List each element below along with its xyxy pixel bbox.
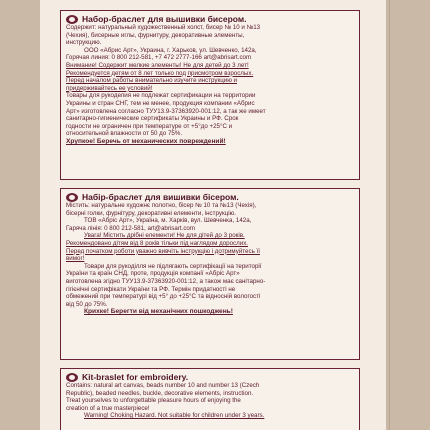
fragile-notice: Хрупкое! Беречь от механических повреждений! [66,137,226,145]
text-line: гігієнічні сертифікати України та РФ. Термін придатності не [66,285,236,293]
warning-line: Перед початком роботи уважно вивчіть інструкцію і дотримуйтесь її [66,247,260,255]
text-line: Содержит: натуральный художественный холст, бисер № 10 и №13 [66,24,261,31]
text-line: бісерні голки, фурнітуру, декоративні елементи, інструкцію. [66,209,236,217]
warning-line: Внимание! Содержит мелкие элементы! Не для детей до 3 лет! [66,61,249,69]
warning-line: Рекомендуется детям от 8 лет только под присмотром взрослых. [66,69,254,77]
text-line: Украины и стран СНГ, тем не менее, продукция компании «Абрис [66,99,255,107]
text-line: Арт» изготовлена согласно ТУУ13.9-37363920-001:12, а так же имеет [66,107,266,115]
text-line: Contains: natural art canvas, beads number 10 and number 13 (Czech [66,382,260,389]
brand-logo-icon [66,373,78,382]
card-title: Kit-braslet for embroidery. [82,372,189,382]
warning-line: Увага! Містить дрібні елементи! Не для дітей до 3 років. [84,232,245,240]
text-line: Treat yourselves to unforgettable pleasure hours of enjoying the [66,397,241,405]
card-header [66,14,354,24]
text-line: ООО «Абрис Арт», Украина, г. Харьков, ул. Шевченко, 142а, [84,46,257,54]
warning-line: Рекомендовано дітям від 8 років тільки під наглядом дорослих. [66,239,249,247]
card-title: Набор-браслет для вышивки бисером. [82,14,247,24]
text-line: Товары для рукоделия не подлежат сертификации на территории [66,92,256,100]
brand-logo-icon [66,193,78,202]
label-card-russian [60,10,360,180]
warning-line: придерживайтесь ее условий! [66,84,153,92]
text-line: Republic), beaded needles, buckle, decorative elements, instruction. [66,389,254,397]
text-line: виготовлена згідно ТУУ13.9-37363920-001:12, а також має санітарно- [66,277,266,285]
right-background-strip [389,0,430,430]
card-title: Набір-браслет для вишивки бісером. [82,192,239,202]
warning-line: Warning! Choking Hazard. Not suitable for children under 3 years. [84,412,265,420]
label-card-english [60,368,360,430]
text-line: від 50 до 75%. [66,300,108,308]
text-line: України та країн СНД, проте, продукція компанії «Абріс Арт» [66,270,240,278]
text-line: (Чехия), бисерные иглы, фурнитуру, декоративные элементы, [66,31,245,39]
label-sheet [40,0,386,430]
brand-logo-icon [66,15,78,24]
text-line: Містить: натуральне художнє полотно, бісер № 10 та №13 (Чехія), [66,202,257,209]
text-line: обмежений при температурі від +5° до +25°С та вiдносній вологості [66,293,261,301]
text-line: ТОВ «Абріс Арт», Україна, м. Харків, вул. Шевченка, 142а, [84,217,252,225]
text-line: инструкцию. [66,39,102,47]
label-card-ukrainian [60,188,360,360]
text-line: годности не ограничен при температуре от +5°до +25°С и [66,122,233,130]
card-header [66,372,354,382]
fragile-notice: Крихке! Берегти від механічних пошкоджень! [84,308,233,316]
text-line: Товари для рукоділля не підлягають сертифікації на території [84,262,262,270]
text-line: creation of a true masterpiece! [66,404,150,412]
warning-line: Перед началом работы внимательно изучите инструкцию и [66,77,238,85]
card-header [66,192,354,202]
text-line: Гаряча лінія: 0 800 212-581, art@abrisart.com [66,224,196,232]
warning-line: вимог! [66,255,85,263]
text-line: санитарно-гигиенические сертификаты Украины и РФ. Срок [66,115,239,123]
text-line: относительной влажности от 50 до 75%. [66,130,183,138]
text-line: Горячая линия: 0 800 212-581, +7 472 2777-166 art@abrisart.com [66,54,252,62]
left-background-strip [0,0,41,430]
